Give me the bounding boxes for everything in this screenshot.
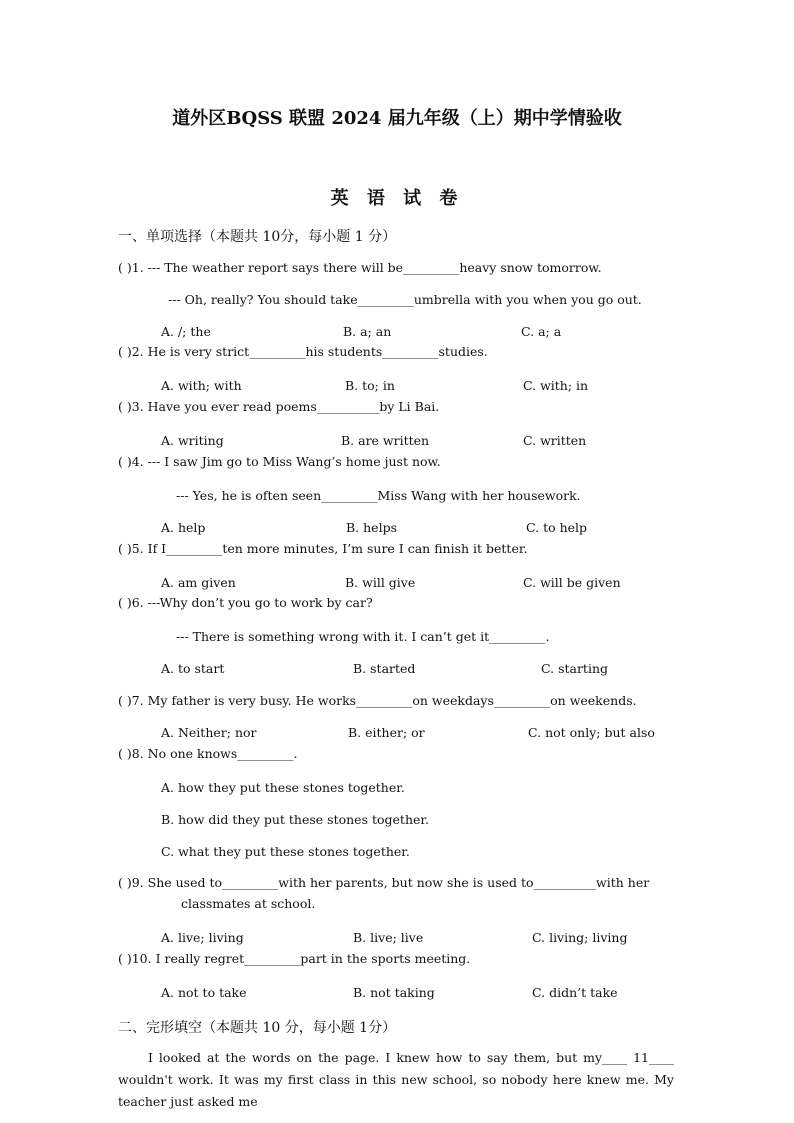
- question-6-option-b: B. started: [353, 661, 416, 676]
- question-4-stem: ( )4. --- I saw Jim go to Miss Wang’s home just now.: [118, 454, 441, 469]
- question-6-stem-2: --- There is something wrong with it. I can’t get it_________.: [176, 629, 550, 644]
- question-6-option-c: C. starting: [541, 661, 609, 676]
- question-10-option-a: A. not to take: [161, 985, 247, 1000]
- question-3-option-c: C. written: [523, 433, 587, 448]
- question-3-option-b: B. are written: [341, 433, 430, 448]
- question-4-option-c: C. to help: [526, 520, 588, 535]
- question-5-option-b: B. will give: [345, 575, 416, 590]
- question-2-stem: ( )2. He is very strict_________his students_________studies.: [118, 344, 488, 359]
- question-4-option-b: B. helps: [346, 520, 397, 535]
- question-7-stem: ( )7. My father is very busy. He works_________on weekdays_________on weekends.: [118, 693, 637, 708]
- question-10-option-c: C. didn’t take: [532, 985, 618, 1000]
- question-9-option-c: C. living; living: [532, 930, 628, 945]
- question-2-option-b: B. to; in: [345, 378, 395, 393]
- exam-subtitle: 英 语 试 卷: [330, 188, 464, 209]
- question-8-stem: ( )8. No one knows_________.: [118, 746, 298, 761]
- question-9-stem-2: classmates at school.: [181, 896, 316, 911]
- question-8-option-c: C. what they put these stones together.: [161, 844, 410, 859]
- question-9-option-b: B. live; live: [353, 930, 424, 945]
- question-7-option-a: A. Neither; nor: [161, 725, 257, 740]
- question-1-option-b: B. a; an: [343, 324, 392, 339]
- question-5-option-c: C. will be given: [523, 575, 621, 590]
- question-6-option-a: A. to start: [161, 661, 225, 676]
- question-10-stem: ( )10. I really regret_________part in the sports meeting.: [118, 951, 471, 966]
- question-4-option-a: A. help: [161, 520, 206, 535]
- cloze-passage: I looked at the words on the page. I knew how to say them, but my____ 11____ wouldn't work. It was my first class in this new school, so nobody here knew me. My teacher just asked me: [118, 1050, 674, 1109]
- question-5-stem: ( )5. If I_________ten more minutes, I’m sure I can finish it better.: [118, 541, 528, 556]
- question-8-option-a: A. how they put these stones together.: [161, 780, 405, 795]
- question-9-stem: ( )9. She used to_________with her parents, but now she is used to__________with her: [118, 875, 650, 890]
- question-3-option-a: A. writing: [161, 433, 224, 448]
- question-10-option-b: B. not taking: [353, 985, 435, 1000]
- question-1-option-a: A. /; the: [161, 324, 211, 339]
- question-4-stem-2: --- Yes, he is often seen_________Miss Wang with her housework.: [176, 488, 581, 503]
- question-1-stem-2: --- Oh, really? You should take_________umbrella with you when you go out.: [168, 292, 642, 307]
- exam-title: 道外区BQSS 联盟 2024 届九年级（上）期中学情验收: [172, 108, 622, 129]
- question-7-option-b: B. either; or: [348, 725, 425, 740]
- question-1-option-c: C. a; a: [521, 324, 562, 339]
- question-2-option-a: A. with; with: [161, 378, 242, 393]
- question-8-option-b: B. how did they put these stones together.: [161, 812, 429, 827]
- question-7-option-c: C. not only; but also: [528, 725, 655, 740]
- question-1-stem: ( )1. --- The weather report says there will be_________heavy snow tomorrow.: [118, 260, 602, 275]
- question-2-option-c: C. with; in: [523, 378, 589, 393]
- question-9-option-a: A. live; living: [161, 930, 244, 945]
- question-3-stem: ( )3. Have you ever read poems__________by Li Bai.: [118, 399, 440, 414]
- section-heading-cloze: 二、完形填空（本题共 10 分，每小题 1分）: [118, 1020, 397, 1036]
- section-heading-single-choice: 一、单项选择（本题共 10分，每小题 1 分）: [118, 229, 397, 245]
- question-5-option-a: A. am given: [161, 575, 236, 590]
- question-6-stem: ( )6. ---Why don’t you go to work by car?: [118, 595, 373, 610]
